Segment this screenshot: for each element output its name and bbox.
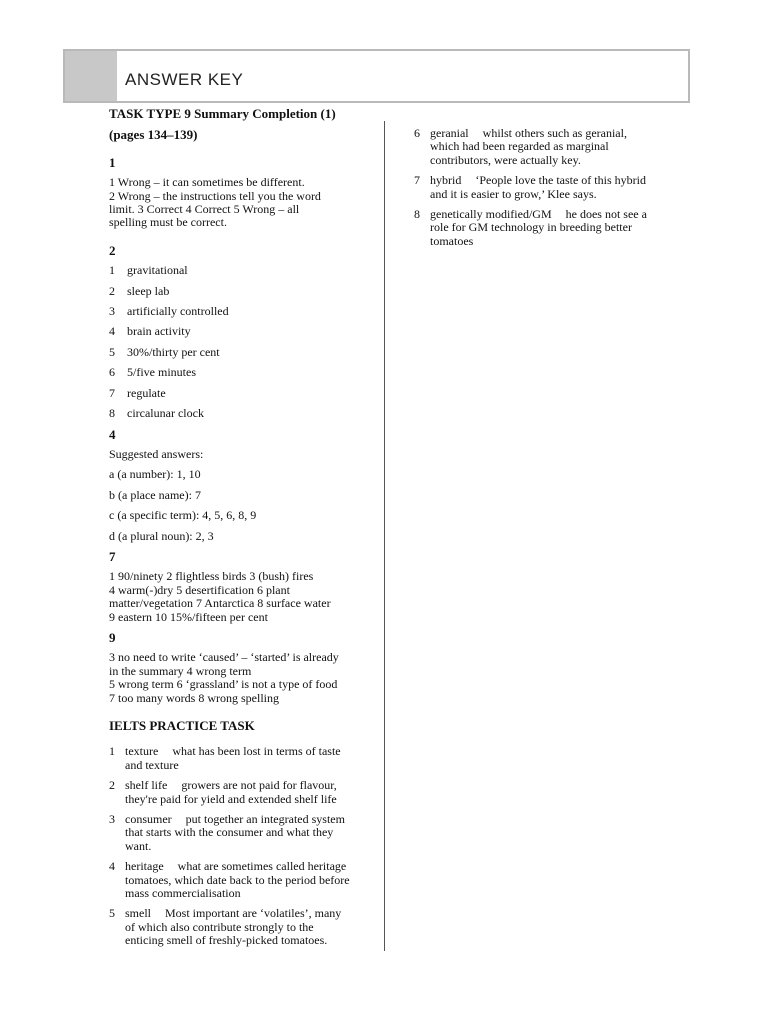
list-item: 2 sleep lab	[109, 283, 170, 298]
text-line: 1 90/ninety 2 flightless birds 3 (bush) fires	[109, 569, 314, 584]
text-line: 1 Wrong – it can sometimes be different.	[109, 175, 305, 190]
text-line: 7 too many words 8 wrong spelling	[109, 690, 279, 705]
list-item: 2 shelf life growers are not paid for flavour, they're paid for yield and extended shelf life	[109, 778, 337, 806]
list-item: 3 consumer put together an integrated system that starts with the consumer and what they want.	[109, 812, 345, 853]
list-item: 8 circalunar clock	[109, 406, 204, 421]
header-tab	[65, 51, 117, 101]
list-item: 1 texture what has been lost in terms of taste and texture	[109, 744, 341, 772]
text-line: 9 eastern 10 15%/fifteen per cent	[109, 609, 268, 624]
list-item: 1 gravitational	[109, 263, 188, 278]
list-item: 5 30%/thirty per cent	[109, 344, 220, 359]
answer-key-header	[63, 49, 690, 103]
page-title: ANSWER KEY	[125, 70, 244, 89]
exercise-7-answers	[109, 570, 359, 624]
text-line: b (a place name): 7	[109, 487, 201, 502]
task-pages: (pages 134–139)	[109, 127, 198, 143]
list-item: 7 hybrid ‘People love the taste of this hybrid and it is easier to grow,’ Klee says.	[414, 173, 646, 201]
text-line: 4 warm(-)dry 5 desertification 6 plant	[109, 582, 290, 597]
list-item: 7 regulate	[109, 385, 166, 400]
text-line: a (a number): 1, 10	[109, 467, 201, 482]
right-column	[414, 127, 664, 248]
exercise-9-number: 9	[109, 629, 116, 645]
text-line: in the summary 4 wrong term	[109, 663, 252, 678]
task-title: TASK TYPE 9 Summary Completion (1)	[109, 106, 336, 121]
exercise-4-intro: Suggested answers:	[109, 446, 204, 461]
practice-task-heading: IELTS PRACTICE TASK	[109, 718, 255, 733]
exercise-4-number: 4	[109, 426, 116, 442]
list-item: 3 artificially controlled	[109, 304, 229, 319]
text-line: 5 wrong term 6 ‘grassland’ is not a type of food	[109, 677, 338, 692]
text-line: c (a specific term): 4, 5, 6, 8, 9	[109, 508, 257, 523]
exercise-2-number: 2	[109, 242, 116, 258]
list-item: 5 smell Most important are ‘volatiles’, many of which also contribute strongly to the enticing smell of freshly-picked tomatoes.	[109, 906, 342, 948]
text-line: 2 Wrong – the instructions tell you the word	[109, 188, 321, 203]
list-item: 6 geranial whilst others such as geranial, which had been regarded as marginal contributors, were actually key.	[414, 126, 627, 167]
text-line: matter/vegetation 7 Antarctica 8 surface water	[109, 596, 331, 611]
exercise-1-answers	[109, 176, 359, 230]
exercise-1-number: 1	[109, 154, 116, 170]
list-item: 4 heritage what are sometimes called heritage tomatoes, which date back to the period before mass commercialisation	[109, 859, 350, 901]
text-line: d (a plural noun): 2, 3	[109, 528, 214, 543]
exercise-2-answers	[109, 264, 359, 420]
list-item: 4 brain activity	[109, 324, 191, 339]
text-line: 3 no need to write ‘caused’ – ‘started’ is already	[109, 650, 339, 665]
left-column	[109, 107, 359, 948]
column-divider	[384, 121, 385, 951]
text-line: spelling must be correct.	[109, 215, 227, 230]
list-item: 8 genetically modified/GM he does not see a role for GM technology in breeding better tomatoes	[414, 207, 647, 248]
list-item: 6 5/five minutes	[109, 365, 196, 380]
text-line: limit. 3 Correct 4 Correct 5 Wrong – all	[109, 202, 300, 217]
exercise-9-answers	[109, 651, 359, 705]
exercise-7-number: 7	[109, 548, 116, 564]
